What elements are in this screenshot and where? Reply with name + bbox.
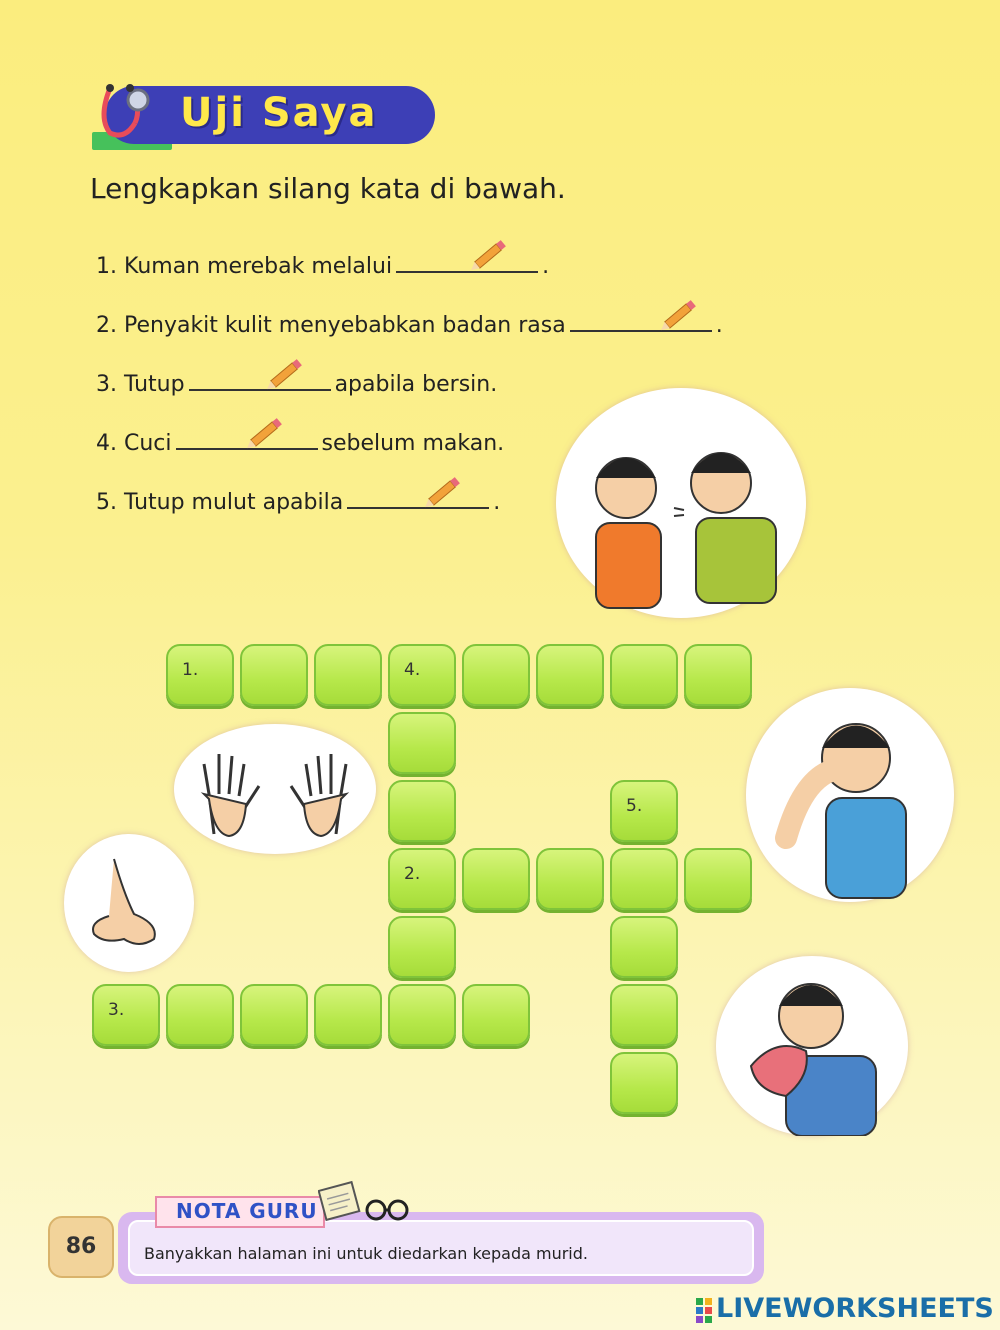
question-4: [96, 431, 504, 456]
question-3-suffix: apabila bersin.: [334, 372, 498, 397]
pencil-icon: [420, 473, 464, 513]
pencil-icon: [656, 296, 700, 336]
sneeze-icon: [716, 956, 908, 1136]
crossword-cell[interactable]: [240, 984, 308, 1046]
nose-icon: [64, 834, 194, 972]
question-3-text: 3. Tutup: [96, 372, 185, 397]
clue-number-4: 4.: [404, 660, 421, 680]
crossword-cell-4-start[interactable]: [388, 644, 456, 706]
crossword-cell[interactable]: [610, 1052, 678, 1114]
teacher-note-text: Banyakkan halaman ini untuk diedarkan kepada murid.: [144, 1244, 588, 1263]
crossword-cell[interactable]: [684, 644, 752, 706]
pencil-icon: [466, 236, 510, 276]
pencil-icon: [262, 355, 306, 395]
crossword-cell[interactable]: [462, 848, 530, 910]
question-2-text: 2. Penyakit kulit menyebabkan badan rasa: [96, 313, 566, 338]
crossword-cell[interactable]: [462, 644, 530, 706]
crossword-cell-1-start[interactable]: [166, 644, 234, 706]
answer-blank-3[interactable]: [189, 388, 331, 391]
sneeze-illustration: [716, 956, 908, 1136]
clue-number-2: 2.: [404, 864, 421, 884]
page-title: Uji Saya: [180, 90, 378, 136]
crossword-cell[interactable]: [388, 984, 456, 1046]
cough-icon: [556, 388, 806, 618]
clue-number-5: 5.: [626, 796, 643, 816]
crossword-cell[interactable]: [536, 644, 604, 706]
brand-watermark: LIVEWORKSHEETS: [716, 1293, 994, 1324]
cough-icon: [746, 688, 954, 902]
page-number: 86: [65, 1234, 97, 1259]
crossword-cell[interactable]: [388, 916, 456, 978]
crossword-cell[interactable]: [388, 712, 456, 774]
crossword-cell-5-start[interactable]: [610, 780, 678, 842]
answer-blank-5[interactable]: [347, 506, 489, 509]
crossword-cell-2-start[interactable]: [388, 848, 456, 910]
crossword-cell[interactable]: [462, 984, 530, 1046]
notepad-icon: [318, 1180, 412, 1224]
pencil-icon: [242, 414, 286, 454]
crossword-cell[interactable]: [536, 848, 604, 910]
hands-icon: [174, 724, 376, 854]
crossword-cell[interactable]: [314, 984, 382, 1046]
instruction: Lengkapkan silang kata di bawah.: [90, 172, 566, 205]
question-5-text: 5. Tutup mulut apabila: [96, 490, 344, 515]
teacher-note-title: NOTA GURU: [176, 1199, 318, 1223]
question-4-suffix: sebelum makan.: [321, 431, 505, 456]
crossword-cell[interactable]: [388, 780, 456, 842]
crossword-cell[interactable]: [610, 984, 678, 1046]
clue-number-3: 3.: [108, 1000, 125, 1020]
question-2-suffix: .: [715, 313, 723, 338]
nose-illustration: [64, 834, 194, 972]
cough-into-elbow-illustration: [746, 688, 954, 902]
glasses-icon: [367, 1201, 407, 1219]
question-1-text: 1. Kuman merebak melalui: [96, 254, 393, 279]
crossword-cell[interactable]: [314, 644, 382, 706]
crossword-cell-3-start[interactable]: [92, 984, 160, 1046]
question-5-suffix: .: [493, 490, 501, 515]
question-1-suffix: .: [542, 254, 550, 279]
question-4-text: 4. Cuci: [96, 431, 172, 456]
crossword-cell[interactable]: [240, 644, 308, 706]
question-2: [96, 313, 723, 338]
crossword-cell[interactable]: [610, 916, 678, 978]
crossword-cell[interactable]: [610, 848, 678, 910]
crossword-cell[interactable]: [610, 644, 678, 706]
cough-near-friend-illustration: [556, 388, 806, 618]
crossword-cell[interactable]: [166, 984, 234, 1046]
crossword-cell[interactable]: [684, 848, 752, 910]
hands-illustration: [174, 724, 376, 854]
clue-number-1: 1.: [182, 660, 199, 680]
stethoscope-icon: [90, 78, 180, 148]
